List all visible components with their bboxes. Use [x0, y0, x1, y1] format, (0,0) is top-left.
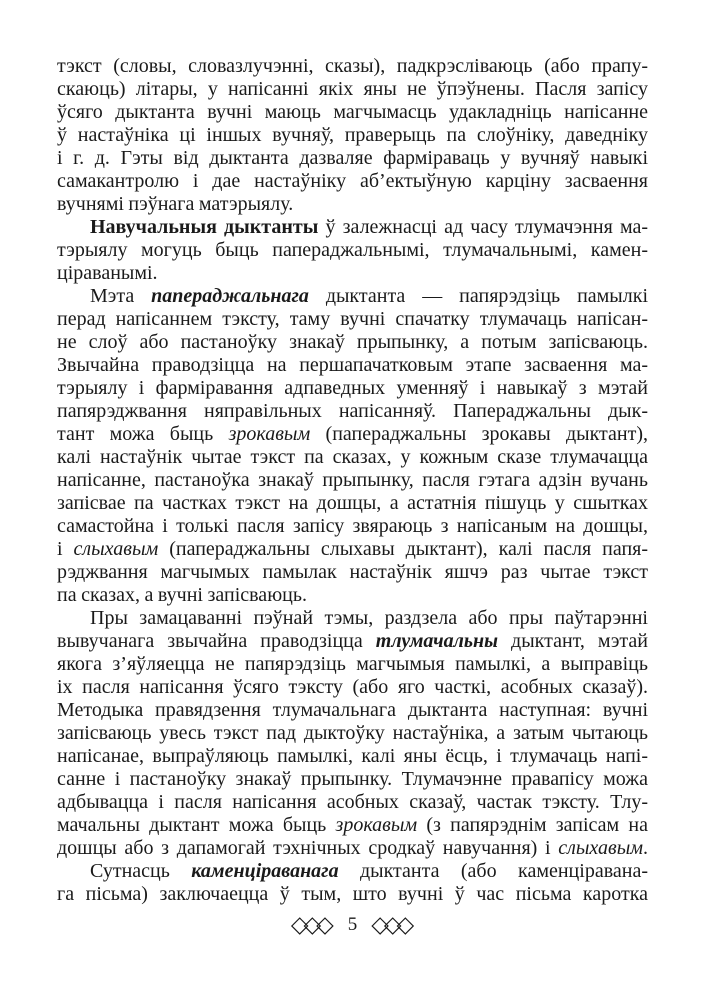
paragraph	[57, 55, 648, 216]
diamond-ornament-left-icon: ◇◇◇	[290, 912, 329, 938]
text-segment: каменціраванага	[191, 860, 339, 882]
text-segment: ў залежнасці ад часу тлумачэння ма-	[318, 216, 649, 238]
text-line	[57, 124, 648, 147]
text-segment: рэджвання магчымых памылак настаўнік яшчэ раз чытае тэкст	[57, 561, 648, 583]
text-line	[57, 745, 648, 768]
text-segment: дыктанта (або каменціравана-	[338, 860, 648, 882]
text-line	[57, 791, 648, 814]
text-line	[57, 377, 648, 400]
text-line	[57, 78, 648, 101]
text-line	[57, 492, 648, 515]
text-segment: самастойна і толькі пасля запісу звяраюць з напісаным на дошцы,	[57, 515, 648, 537]
text-segment: тант можа быць	[57, 423, 229, 445]
text-line	[57, 469, 648, 492]
text-segment: і г. д. Гэты від дыктанта дазваляе фарміраваць у вучняў навыкі	[57, 147, 648, 169]
text-line	[57, 722, 648, 745]
text-segment: перад напісаннем тэксту, таму вучні спачатку тлумачаць напісан-	[57, 308, 648, 330]
text-segment: мачальны дыктант можа быць	[57, 814, 336, 836]
text-line	[57, 699, 648, 722]
text-segment: дыктант, мэтай	[498, 630, 648, 652]
text-segment: і	[57, 538, 74, 560]
text-segment: запісвае па частках тэкст на дошцы, а астатнія пішуць у сшытках	[57, 492, 648, 514]
text-segment: дошцы або з дапамогай тэхнічных сродкаў навучання) і	[57, 837, 559, 859]
text-segment: зрокавым	[228, 423, 311, 445]
text-line	[57, 147, 648, 170]
text-line	[57, 239, 648, 262]
text-line	[57, 814, 648, 837]
text-line	[57, 837, 648, 860]
text-segment: тэрыялу і фарміравання адпаведных уменняў і навыкаў з мэтай	[57, 377, 648, 399]
text-segment: Сутнасць	[90, 860, 192, 882]
text-segment: скаюць) літары, у напісанні якіх яны не ўпэўнены. Пасля запісу	[57, 78, 648, 100]
text-segment: Звычайна праводзіцца на першапачатковым этапе засваення ма-	[57, 354, 648, 376]
text-line	[57, 860, 648, 883]
text-segment: .	[643, 837, 648, 859]
text-line	[57, 561, 648, 584]
text-segment: слыхавым	[558, 837, 643, 859]
text-line	[57, 216, 648, 239]
text-line	[57, 170, 648, 193]
paragraph	[57, 285, 648, 607]
text-segment: га пісьма) заключаецца ў тым, што вучні ў час пісьма каротка	[57, 883, 648, 905]
text-segment: Навучальныя дыктанты	[90, 216, 319, 238]
text-segment: папярэджвання няправільных напісанняў. Папераджальны дык-	[57, 400, 648, 422]
text-segment: тэрыялу могуць быць папераджальнымі, тлумачальнымі, камен-	[57, 239, 648, 261]
text-segment: напісанне, пастаноўка знакаў прыпынку, пасля гэтага адзін вучань	[57, 469, 648, 491]
page-number: 5	[347, 914, 358, 935]
text-segment: не слоў або пастаноўку знакаў прыпынку, а потым запісваюць.	[57, 331, 648, 353]
text-segment: іх пасля напісання ўсяго тэксту (або яго часткі, асобных сказаў).	[57, 676, 648, 698]
text-segment: Методыка правядзення тлумачальнага дыктанта наступная: вучні	[57, 699, 648, 721]
text-segment: напісанае, выпраўляюць памылкі, калі яны ёсць, і тлумачаць напі-	[57, 745, 648, 767]
text-segment: тлумачальны	[375, 630, 499, 652]
text-segment: вывучанага звычайна праводзіцца	[57, 630, 376, 652]
text-segment: ўсяго дыктанта вучні маюць магчымасць удакладніць напісанне	[57, 101, 648, 123]
text-segment: санне і пастаноўку знакаў прыпынку. Тлумачэнне правапісу можа	[57, 768, 648, 790]
text-line	[57, 446, 648, 469]
text-segment: Пры замацаванні пэўнай тэмы, раздзела або пры паўтарэнні	[90, 607, 648, 629]
text-line	[57, 101, 648, 124]
text-line	[57, 630, 648, 653]
text-segment: па сказах, а вучні запісваюць.	[57, 584, 307, 606]
text-line	[57, 193, 648, 216]
text-line	[57, 607, 648, 630]
text-segment: вучнямі пэўнага матэрыялу.	[57, 193, 294, 215]
text-segment: тэкст (словы, словазлучэнні, сказы), падкрэсліваюць (або прапу-	[57, 55, 648, 77]
text-segment: ціраванымі.	[57, 262, 158, 284]
text-segment: самакантролю і дае настаўніку аб’ектыўную карціну засваення	[57, 170, 648, 192]
text-segment: якога з’яўляецца не папярэдзіць магчымыя памылкі, а выправіць	[57, 653, 648, 675]
text-line	[57, 285, 648, 308]
diamond-ornament-right-icon: ◇◇◇	[371, 912, 410, 938]
text-line	[57, 55, 648, 78]
text-segment: дыктанта — папярэдзіць памылкі	[308, 285, 649, 307]
text-line	[57, 538, 648, 561]
text-segment: (папераджальны слыхавы дыктант), калі пасля папя-	[158, 538, 649, 560]
text-line	[57, 308, 648, 331]
text-segment: зрокавым	[335, 814, 418, 836]
paragraph	[57, 607, 648, 860]
paragraph	[57, 860, 648, 906]
text-segment: слыхавым	[73, 538, 159, 560]
text-segment: (з папярэднім запісам на	[417, 814, 648, 836]
text-segment: папераджальнага	[151, 285, 309, 307]
text-line	[57, 400, 648, 423]
text-segment: Мэта	[90, 285, 152, 307]
text-line	[57, 653, 648, 676]
page-text	[57, 55, 648, 906]
text-segment: ў настаўніка ці іншых вучняў, праверыць па слоўніку, даведніку	[57, 124, 648, 146]
text-line	[57, 676, 648, 699]
text-line	[57, 262, 648, 285]
text-segment: (папераджальны зрокавы дыктант),	[310, 423, 648, 445]
text-line	[57, 515, 648, 538]
text-segment: запісваюць увесь тэкст пад дыктоўку настаўніка, а затым чытаюць	[57, 722, 648, 744]
text-line	[57, 883, 648, 906]
page-footer	[0, 912, 705, 938]
text-segment: адбывацца і пасля напісання асобных сказаў, частак тэксту. Тлу-	[57, 791, 648, 813]
text-segment: калі настаўнік чытае тэкст па сказах, у кожным сказе тлумачацца	[57, 446, 648, 468]
text-line	[57, 423, 648, 446]
paragraph	[57, 216, 648, 285]
text-line	[57, 584, 648, 607]
text-line	[57, 354, 648, 377]
text-line	[57, 768, 648, 791]
text-line	[57, 331, 648, 354]
